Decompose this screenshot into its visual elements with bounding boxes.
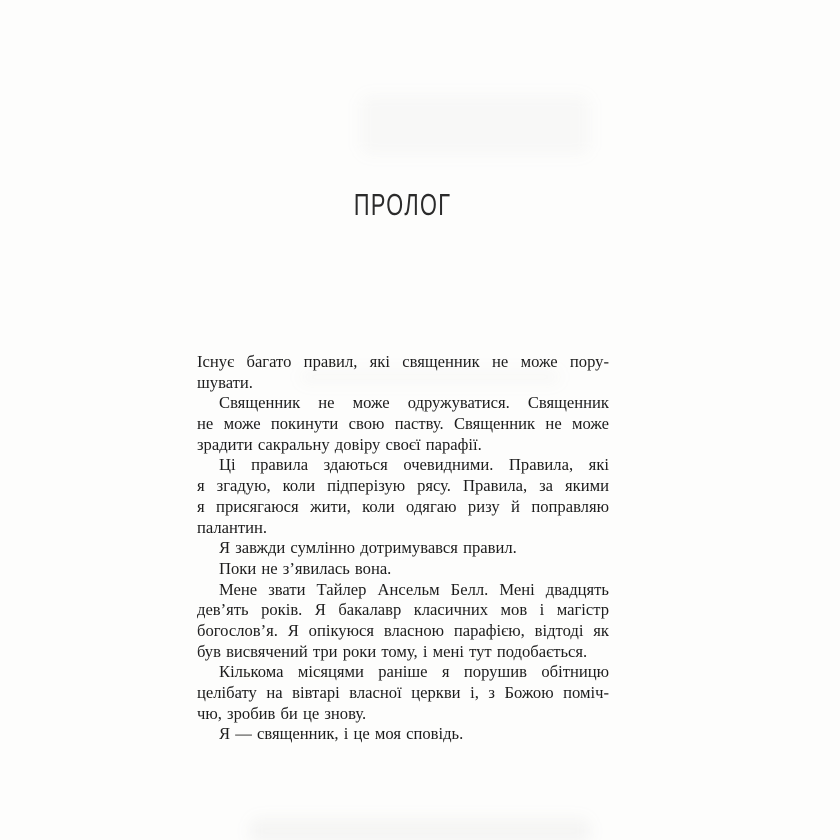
paragraph	[197, 455, 609, 538]
text-line: зрадити сакральну довіру своєї парафії.	[197, 434, 482, 454]
text-line: не може покинути свою паству. Священник не може	[197, 414, 609, 434]
text-line: Кількома місяцями раніше я порушив обітницю	[219, 662, 609, 682]
text-line: чю, зробив би це знову.	[197, 703, 367, 723]
paragraph	[197, 559, 609, 580]
scan-showthrough-artifact	[250, 818, 590, 840]
chapter-title: ПРОЛОГ	[354, 187, 452, 222]
text-line: дев’ять років. Я бакалавр класичних мов і магістр	[197, 600, 609, 620]
paragraph	[197, 352, 609, 393]
text-line: Мене звати Тайлер Ансельм Белл. Мені двадцять	[219, 579, 609, 599]
text-line: я присягаюся жити, коли одягаю ризу й поправляю	[197, 496, 609, 516]
paragraph	[197, 538, 609, 559]
scan-showthrough-artifact	[360, 95, 590, 155]
text-line: Я завжди сумлінно дотримувався правил.	[219, 538, 517, 558]
text-line: був висвячений три роки тому, і мені тут подобається.	[197, 641, 588, 661]
text-line: богослов’я. Я опікуюся власною парафією, відтоді як	[197, 620, 609, 640]
paragraph	[197, 393, 609, 455]
text-line: палантин.	[197, 517, 268, 537]
paragraph	[197, 662, 609, 724]
paragraph	[197, 580, 609, 663]
text-line: Священник не може одружуватися. Священник	[219, 393, 609, 413]
text-line: я згадую, коли підперізую рясу. Правила, за якими	[197, 476, 609, 496]
text-line: Існує багато правил, які священник не може пору-	[197, 352, 609, 371]
paragraph	[197, 724, 609, 745]
chapter-title-wrap	[197, 189, 609, 220]
text-line: шувати.	[197, 372, 253, 392]
text-line: целібату на вівтарі власної церкви і, з Божою поміч-	[197, 683, 609, 702]
text-line: Поки не з’явилась вона.	[219, 558, 392, 578]
text-line: Я — священник, і це моя сповідь.	[219, 724, 464, 744]
text-line: Ці правила здаються очевидними. Правила, які	[219, 455, 609, 475]
text-block	[197, 352, 609, 745]
